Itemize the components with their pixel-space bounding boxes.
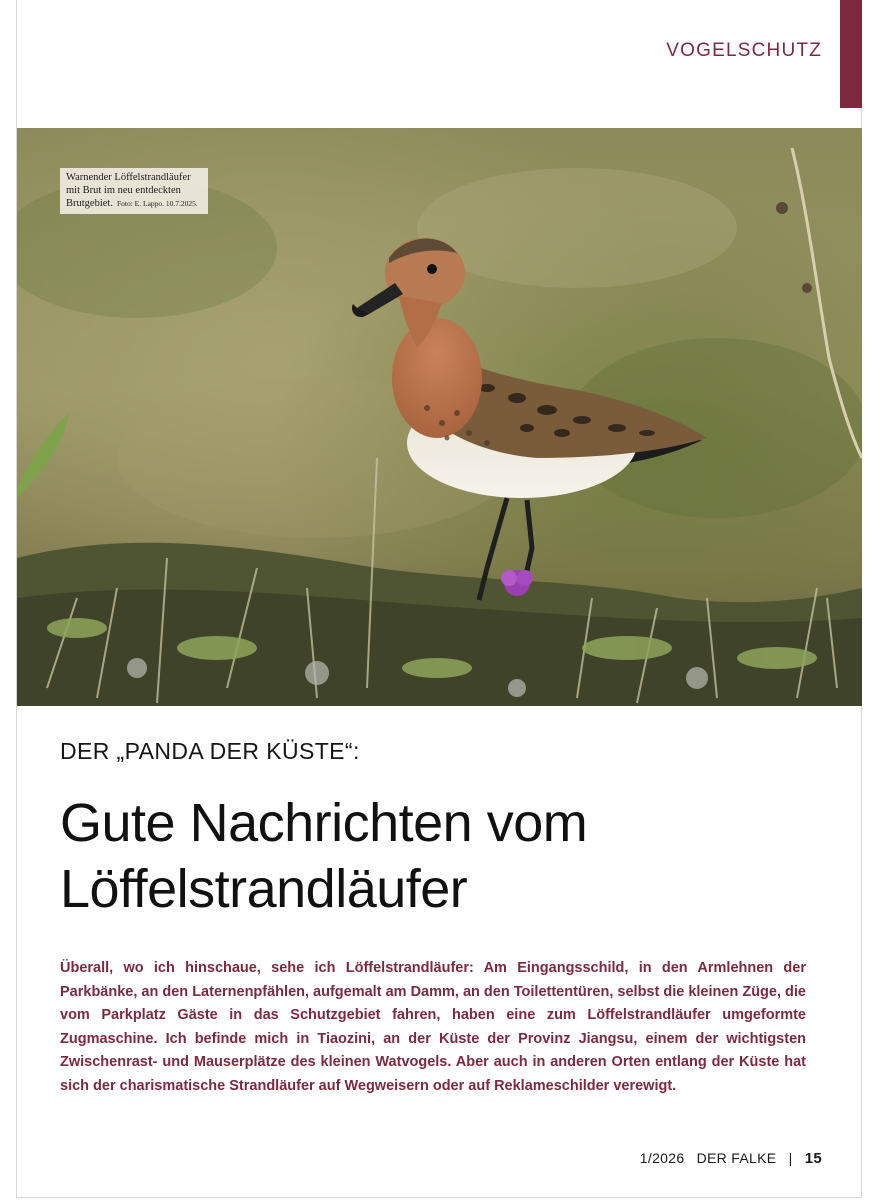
photo-credit: Foto: E. Lappo. 10.7.2025.	[116, 199, 198, 208]
photo-caption	[60, 168, 208, 214]
headline-line-1: Gute Nachrichten vom	[60, 793, 588, 853]
headline-line-2: Löffelstrandläufer	[60, 859, 468, 919]
issue-number: 1/2026	[639, 1150, 685, 1166]
magazine-name: DER FALKE	[696, 1150, 777, 1166]
page-footer	[640, 1150, 822, 1167]
article-kicker: DER „PANDA DER KÜSTE“:	[60, 738, 360, 764]
article-lead: Überall, wo ich hinschaue, sehe ich Löffelstrandläufer: Am Eingangsschild, in den Armlehnen der Parkbänke, an den Laternenpfählen, aufgemalt am Damm, an den Toilettentüren, selbst die kleinen Züge, die vom Parkplatz Gäste in das Schutzgebiet fahren, haben eine zum Löffelstrandläufer umgeformte Zugmaschine. Ich befinde mich in Tiaozini, an der Küste der Provinz Jiangsu, einem der wichtigsten Zwischenrast- und Mauserplätze des kleinen Watvogels. Aber auch in anderen Orten entlang der Küste hat sich der charismatische Strandläufer auf Wegweisern oder auf Reklameschilder verewigt.	[60, 960, 806, 1094]
footer-separator: |	[788, 1150, 793, 1166]
section-accent-bar	[840, 0, 862, 108]
page-number: 15	[804, 1150, 822, 1167]
caption-text: Warnender Löffelstrandläufer mit Brut im neu entdeckten Brutgebiet.	[66, 172, 191, 209]
section-label: VOGELSCHUTZ	[666, 40, 822, 61]
article-headline	[60, 790, 840, 922]
feature-photo	[17, 128, 862, 706]
